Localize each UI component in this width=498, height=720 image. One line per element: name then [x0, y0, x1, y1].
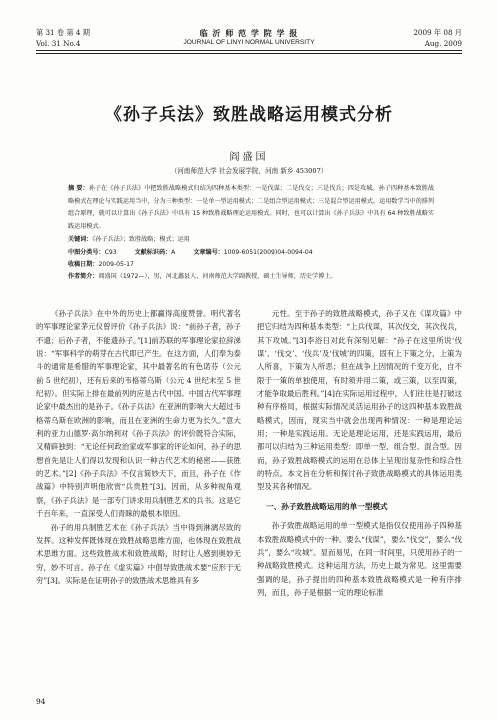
author-bio-label: 作者简介： [68, 273, 99, 280]
publication-date: 2009 年 08 月 [413, 28, 462, 37]
abstract [68, 183, 434, 233]
body-paragraph: 孙子的用兵制胜艺术在《孙子兵法》当中得到淋漓尽致的发挥。这种发挥既体现在致胜战略思维方面，也体现在致胜战术思维方面。这些致胜战术和致胜战略，时时让人感到奥妙无穷，妙不可言。孙子在《虚实篇》中倡导致胜战术要“应形于无穷”[3]。实际是在证明孙子的致胜战术思维具有多 [36, 522, 241, 585]
publication-date-en: Aug. 2009 [424, 39, 462, 48]
doc-code-value: A [171, 249, 176, 256]
header-rule-thin [36, 53, 462, 54]
abstract-label: 摘 要： [68, 185, 89, 192]
abstract-text: 孙子在《孙子兵法》中把致胜战略模式归结为四种基本类型：一是伐谋；二是伐交；三是伐兵；四是攻城。孙子四种基本致胜战略模式在理论与实践运用当中，分为三种类型：一是单一型运用模式；二是组合型运用模式；三是混合型运用模式。运用数学当中的排列组合原理，就可以计算出《孙子兵法》中具有 15 种致胜战略理论运用模式。同时，也可以计算出《孙子兵法》中具有 64 种致胜战略实践运用模式。 [68, 185, 435, 230]
keywords-text: 《孙子兵法》；致胜战略；模式；运用 [92, 236, 190, 243]
article-no-value: 1009-6051(2009)04-0094-04 [223, 249, 313, 256]
body-paragraph: 元性。至于孙子的致胜战略模式，孙子又在《谋攻篇》中把它归结为四种基本类型：“上兵伐谋，其次伐交，其次伐兵，其下攻城。”[3]李浴日对此有深刻见解：“孙子在这里所说‘伐谋’、‘伐交’、‘伐兵’及‘伐城’的四策，固有上下策之分，上策为人所喜，下策为人所恶；但在战争上因情况的千变万化，自不限于一策的单独使用，有时须并用二策，或三策，以至四策，才能争取最后胜利。”[4]在实际运用过程中，人们往往是打破这种有序格局，根据实际情况灵活运用孙子的这四种基本致胜战略模式，因而，现实当中就会出现两种情况：一种是理论运用；一种是实践运用。无论是理论运用，还是实践运用，最后都可以归结为三种运用类型：即单一型、组合型、混合型。因而，孙子致胜战略模式的运用在总体上呈现出复杂性和综合性的特点。本文旨在分析和探讨孙子致胜战略模式的具体运用类型及其各种情况。 [257, 309, 462, 492]
body-column-left [36, 307, 241, 587]
section-heading: 一、孙子致胜战略运用的单一型模式 [266, 501, 388, 511]
journal-header [36, 28, 462, 68]
doc-code-label: 文献标识码： [134, 249, 172, 256]
journal-name: 临 沂 师 范 学 院 学 报 [199, 28, 299, 38]
classification-value: C93 [104, 249, 117, 256]
journal-name-en: JOURNAL OF LINYI NORMAL UNIVERSITY [183, 39, 315, 46]
classification-line [68, 247, 313, 256]
received-date [68, 259, 134, 268]
body-paragraph: 孙子致胜战略运用的单一型模式是指仅仅使用孙子四种基本致胜战略模式中的一种。要么“伐谋”，要么“伐交”，要么“伐兵”，要么“攻城”。显而易见，在同一时间里，只使用孙子的一种战略致胜模式。这种运用方法，历史上最为常见。这里需要强调的是，孙子提出的四种基本致胜战略模式是一种有序排列，而且，孙子是根据一定的理论标准 [257, 521, 462, 597]
author-bio-text: 阎盛国（1972—），男，河北蠡县人，河南师范大学副教授，硕士生导师，历史学博士。 [98, 273, 337, 280]
header-rule-thick [36, 50, 462, 51]
classification-label: 中图分类号： [68, 249, 105, 256]
body-column-right [257, 307, 462, 599]
author-affiliation: （河南师范大学 社会发展学院，河南 新乡 453007） [170, 167, 328, 175]
article-no-label: 文章编号： [193, 249, 224, 256]
author-name: 阎盛国 [229, 152, 269, 163]
received-label: 收稿日期： [68, 261, 99, 268]
page-number: 94 [36, 697, 46, 706]
volume-issue-en: Vol. 31 No.4 [36, 39, 81, 48]
keywords-label: 关键词： [68, 236, 93, 243]
keywords [68, 234, 190, 243]
volume-issue: 第 31 卷 第 4 期 [36, 28, 90, 37]
paper-title: 《孙子兵法》致胜战略运用模式分析 [105, 105, 393, 125]
body-paragraph: 《孙子兵法》在中外的历史上都赢得高度赞誉。明代著名的军事理论家茅元仪曾评价《孙子兵法》说：“前孙子者，孙子不遗；后孙子者，不能遗孙子。”[1]前苏联的军事理论家拉辞涕说：“军事科学的萌芽在古代即已产生。在这方面，人们奉为泰斗的通常是希腊的军事理论家，其中最著名的有色诺芬（公元前 5 世纪初），还有后来的韦格蒂乌斯（公元 4 世纪末至 5 世纪初）。但实际上排在最前列的应是古代中国。中国古代军事理论家中最杰出的是孙子。《孙子兵法》在亚洲的影响大大超过韦格蒂乌斯在欧洲的影响，而且在亚洲的生命力更为长久。”意大利的亚力山德罗·高尔纳利对《孙子兵法》的评价既符合实际，又精辟独到：“无论任何政治家或军事家的评论如何，孙子的思想首先是让人们得以发现和认识一种古代艺术的秘密——获胜的艺术。”[2]《孙子兵法》不仅言简妙天下，而且，孙子在《作战篇》中特别声明他欣赏“兵贵胜”[3]。因而，从多种视角观察，《孙子兵法》是一部专门讲求用兵制胜艺术的兵书。这是它千百年来，一直深受人们青睐的最根本原因。 [36, 309, 241, 519]
author-bio [68, 271, 336, 280]
received-value: 2009-05-17 [98, 261, 134, 268]
